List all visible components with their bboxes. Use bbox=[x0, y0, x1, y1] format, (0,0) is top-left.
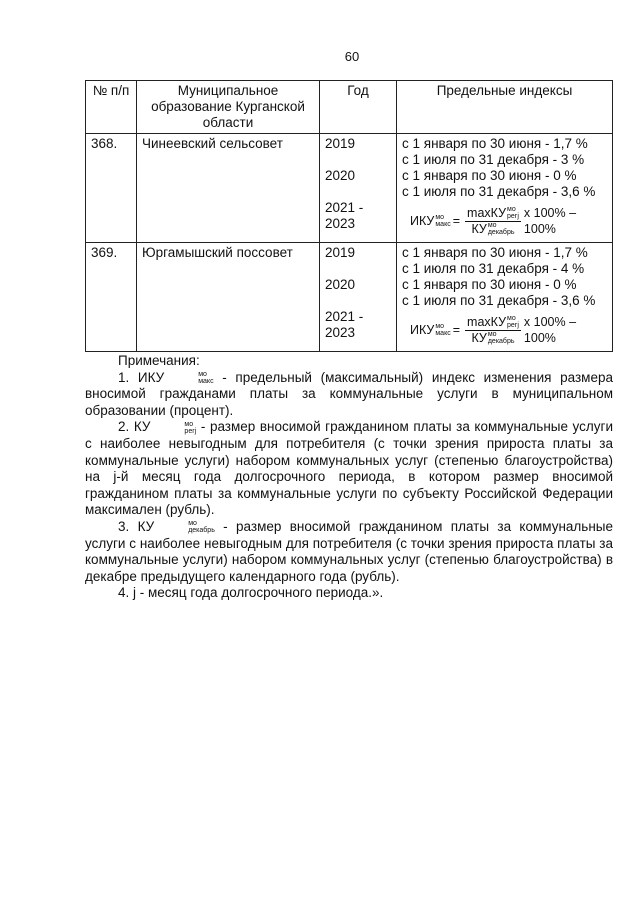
formula-lhs-indices: мо макс bbox=[435, 323, 451, 337]
row-number: 368. bbox=[86, 134, 137, 243]
formula-lhs-indices: мо макс bbox=[435, 214, 451, 228]
years-cell bbox=[320, 134, 397, 243]
table-row bbox=[86, 243, 613, 352]
notes-title: Примечания: bbox=[118, 353, 200, 368]
note-indices: мо регj bbox=[184, 420, 197, 435]
municipality-name: Юргамышский поссовет bbox=[137, 243, 320, 352]
year: 2019 bbox=[325, 136, 356, 151]
note-item: 1. ИКУ мо макс - предельный (максимальный) индекс изменения размера вносимой гражданами платы за коммунальные услуги в муниципальном образовании (процент). bbox=[85, 369, 613, 418]
note-indices: мо макс bbox=[198, 371, 214, 386]
formula-fraction: maxКУ мо регj КУ мо декабрь bbox=[467, 314, 519, 345]
formula-tail: x 100% – 100% bbox=[523, 206, 577, 236]
year: 2021 - bbox=[325, 200, 364, 215]
formula bbox=[410, 202, 607, 240]
notes-section bbox=[85, 353, 613, 602]
header-year: Год bbox=[320, 81, 397, 134]
year: 2023 bbox=[325, 216, 356, 231]
formula-tail: x 100% – 100% bbox=[523, 315, 577, 345]
limit-indexes-table bbox=[85, 80, 613, 352]
index-line: с 1 июля по 31 декабря - 4 % bbox=[402, 261, 585, 276]
index-line: с 1 июля по 31 декабря - 3,6 % bbox=[402, 184, 596, 199]
year: 2023 bbox=[325, 325, 356, 340]
formula-fraction: maxКУ мо регj КУ мо декабрь bbox=[467, 205, 519, 236]
formula bbox=[410, 311, 607, 349]
year: 2019 bbox=[325, 245, 356, 260]
header-indexes: Предельные индексы bbox=[397, 81, 613, 134]
header-municipality: Муниципальное образование Курганской области bbox=[137, 81, 320, 134]
municipality-name: Чинеевский сельсовет bbox=[137, 134, 320, 243]
row-number: 369. bbox=[86, 243, 137, 352]
page-number: 60 bbox=[344, 49, 360, 64]
index-line: с 1 января по 30 июня - 0 % bbox=[402, 277, 577, 292]
index-line: с 1 января по 30 июня - 1,7 % bbox=[402, 136, 588, 151]
year: 2021 - bbox=[325, 309, 364, 324]
note-item: 3. КУ мо декабрь - размер вносимой гражданином платы за коммунальные услуги с наиболее невыгодным для потребителя (с точки зрения прироста платы за коммунальные услуги) набором коммунальных услуг (степенью благоустройства) в декабре предыдущего календарного года (рубль). bbox=[85, 518, 613, 584]
index-line: с 1 июля по 31 декабря - 3,6 % bbox=[402, 293, 596, 308]
formula-lhs: ИКУ bbox=[410, 323, 435, 337]
index-line: с 1 июля по 31 декабря - 3 % bbox=[402, 152, 585, 167]
years-cell bbox=[320, 243, 397, 352]
note-item: 2. КУ мо регj - размер вносимой гражданином платы за коммунальные услуги с наиболее невыгодным для потребителя (с точки зрения прироста платы за коммунальные услуги) набором коммунальных услуг (степенью благоустройства) на j-й месяц года долгосрочного периода, в котором размер вносимой гражданином платы за коммунальные услуги по субъекту Российской Федерации максимален (рубль). bbox=[85, 419, 614, 518]
formula-equals: = bbox=[452, 323, 461, 337]
year: 2020 bbox=[325, 277, 356, 292]
table-row bbox=[86, 134, 613, 243]
note-indices: мо декабрь bbox=[188, 520, 215, 535]
indexes-cell bbox=[397, 243, 613, 352]
note-item: 4. j - месяц года долгосрочного периода.». bbox=[118, 585, 384, 601]
header-number: № п/п bbox=[86, 81, 137, 134]
index-line: с 1 января по 30 июня - 0 % bbox=[402, 168, 577, 183]
formula-equals: = bbox=[452, 214, 461, 228]
year: 2020 bbox=[325, 168, 356, 183]
index-line: с 1 января по 30 июня - 1,7 % bbox=[402, 245, 588, 260]
table-header-row bbox=[86, 81, 613, 134]
indexes-cell bbox=[397, 134, 613, 243]
formula-lhs: ИКУ bbox=[410, 214, 435, 228]
